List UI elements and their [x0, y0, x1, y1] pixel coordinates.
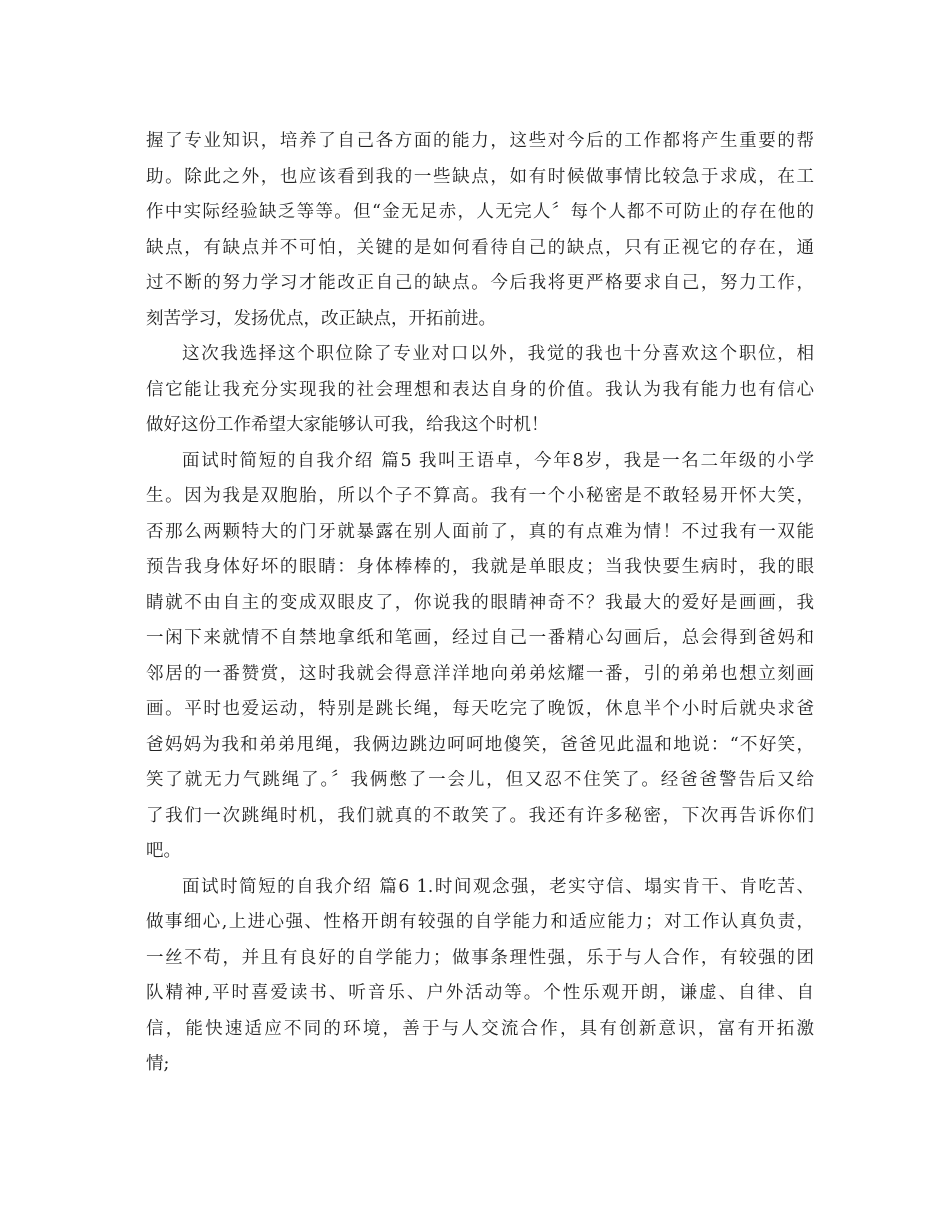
- text-line: 这次我选择这个职位除了专业对口以外，我觉的我也十分喜欢这个职位，相: [182, 344, 814, 364]
- text-line: 爸妈妈为我和弟弟甩绳，我俩边跳边呵呵地傻笑，爸爸见此温和地说：“不好笑，: [146, 734, 814, 755]
- text-line: 面试时简短的自我介绍 篇6 1.时间观念强，老实守信、塌实肯干、肯吃苦、: [182, 876, 814, 897]
- text-line: 预告我身体好坏的眼睛：身体棒棒的，我就是单眼皮；当我快要生病时，我的眼: [146, 557, 814, 577]
- text-line: 信，能快速适应不同的环境，善于与人交流合作，具有创新意识，富有开拓激: [146, 1018, 814, 1039]
- text-line: 一丝不苟，并且有良好的自学能力；做事条理性强，乐于与人合作，有较强的团: [146, 947, 814, 968]
- text-line: 邻居的一番赞赏，这时我就会得意洋洋地向弟弟炫耀一番，引的弟弟也想立刻画: [146, 663, 814, 684]
- text-line: 面试时简短的自我介绍 篇5 我叫王语卓，今年8岁，我是一名二年级的小学: [182, 450, 814, 471]
- text-line: 画。平时也爱运动，特别是跳长绳，每天吃完了晚饭，休息半个小时后就央求爸: [146, 699, 814, 719]
- text-line: 一闲下来就情不自禁地拿纸和笔画，经过自己一番精心勾画后，总会得到爸妈和: [146, 628, 814, 648]
- text-line: 作中实际经验缺乏等等。但“金无足赤，人无完人〞每个人都不可防止的存在他的: [146, 202, 814, 222]
- text-line: 吧。: [146, 841, 181, 861]
- text-line: 信它能让我充分实现我的社会理想和表达自身的价值。我认为我有能力也有信心: [146, 379, 814, 400]
- paragraph-1: [146, 127, 814, 340]
- text-line: 缺点，有缺点并不可怕，关键的是如何看待自己的缺点，只有正视它的存在，通: [146, 237, 814, 258]
- text-line: 睛就不由自主的变成双眼皮了，你说我的眼睛神奇不？我最大的爱好是画画，我: [146, 592, 814, 613]
- text-line: 否那么两颗特大的门牙就暴露在别人面前了，真的有点难为情！不过我有一双能: [146, 521, 814, 542]
- text-line: 了我们一次跳绳时机，我们就真的不敢笑了。我还有许多秘密，下次再告诉你们: [146, 805, 814, 826]
- paragraph-2: [146, 340, 814, 447]
- text-line: 做好这份工作希望大家能够认可我，给我这个时机！: [146, 415, 549, 435]
- text-line: 握了专业知识，培养了自己各方面的能力，这些对今后的工作都将产生重要的帮: [146, 131, 814, 151]
- text-line: 笑了就无力气跳绳了。〞我俩憋了一会儿，但又忍不住笑了。经爸爸警告后又给: [146, 770, 814, 790]
- text-line: 生。因为我是双胞胎，所以个子不算高。我有一个小秘密是不敢轻易开怀大笑，: [146, 486, 814, 506]
- text-line: 做事细心,上进心强、性格开朗有较强的自学能力和适应能力；对工作认真负责，: [146, 912, 814, 932]
- paragraph-3: [146, 447, 814, 873]
- document-page: [146, 127, 814, 1086]
- text-line: 队精神,平时喜爱读书、听音乐、户外活动等。个性乐观开朗，谦虚、自律、自: [146, 983, 814, 1003]
- paragraph-4: [146, 873, 814, 1086]
- text-line: 情;: [146, 1054, 170, 1074]
- text-line: 刻苦学习，发扬优点，改正缺点，开拓前进。: [146, 308, 496, 329]
- text-line: 助。除此之外，也应该看到我的一些缺点，如有时候做事情比较急于求成，在工: [146, 166, 814, 187]
- text-line: 过不断的努力学习才能改正自己的缺点。今后我将更严格要求自己，努力工作，: [146, 273, 814, 293]
